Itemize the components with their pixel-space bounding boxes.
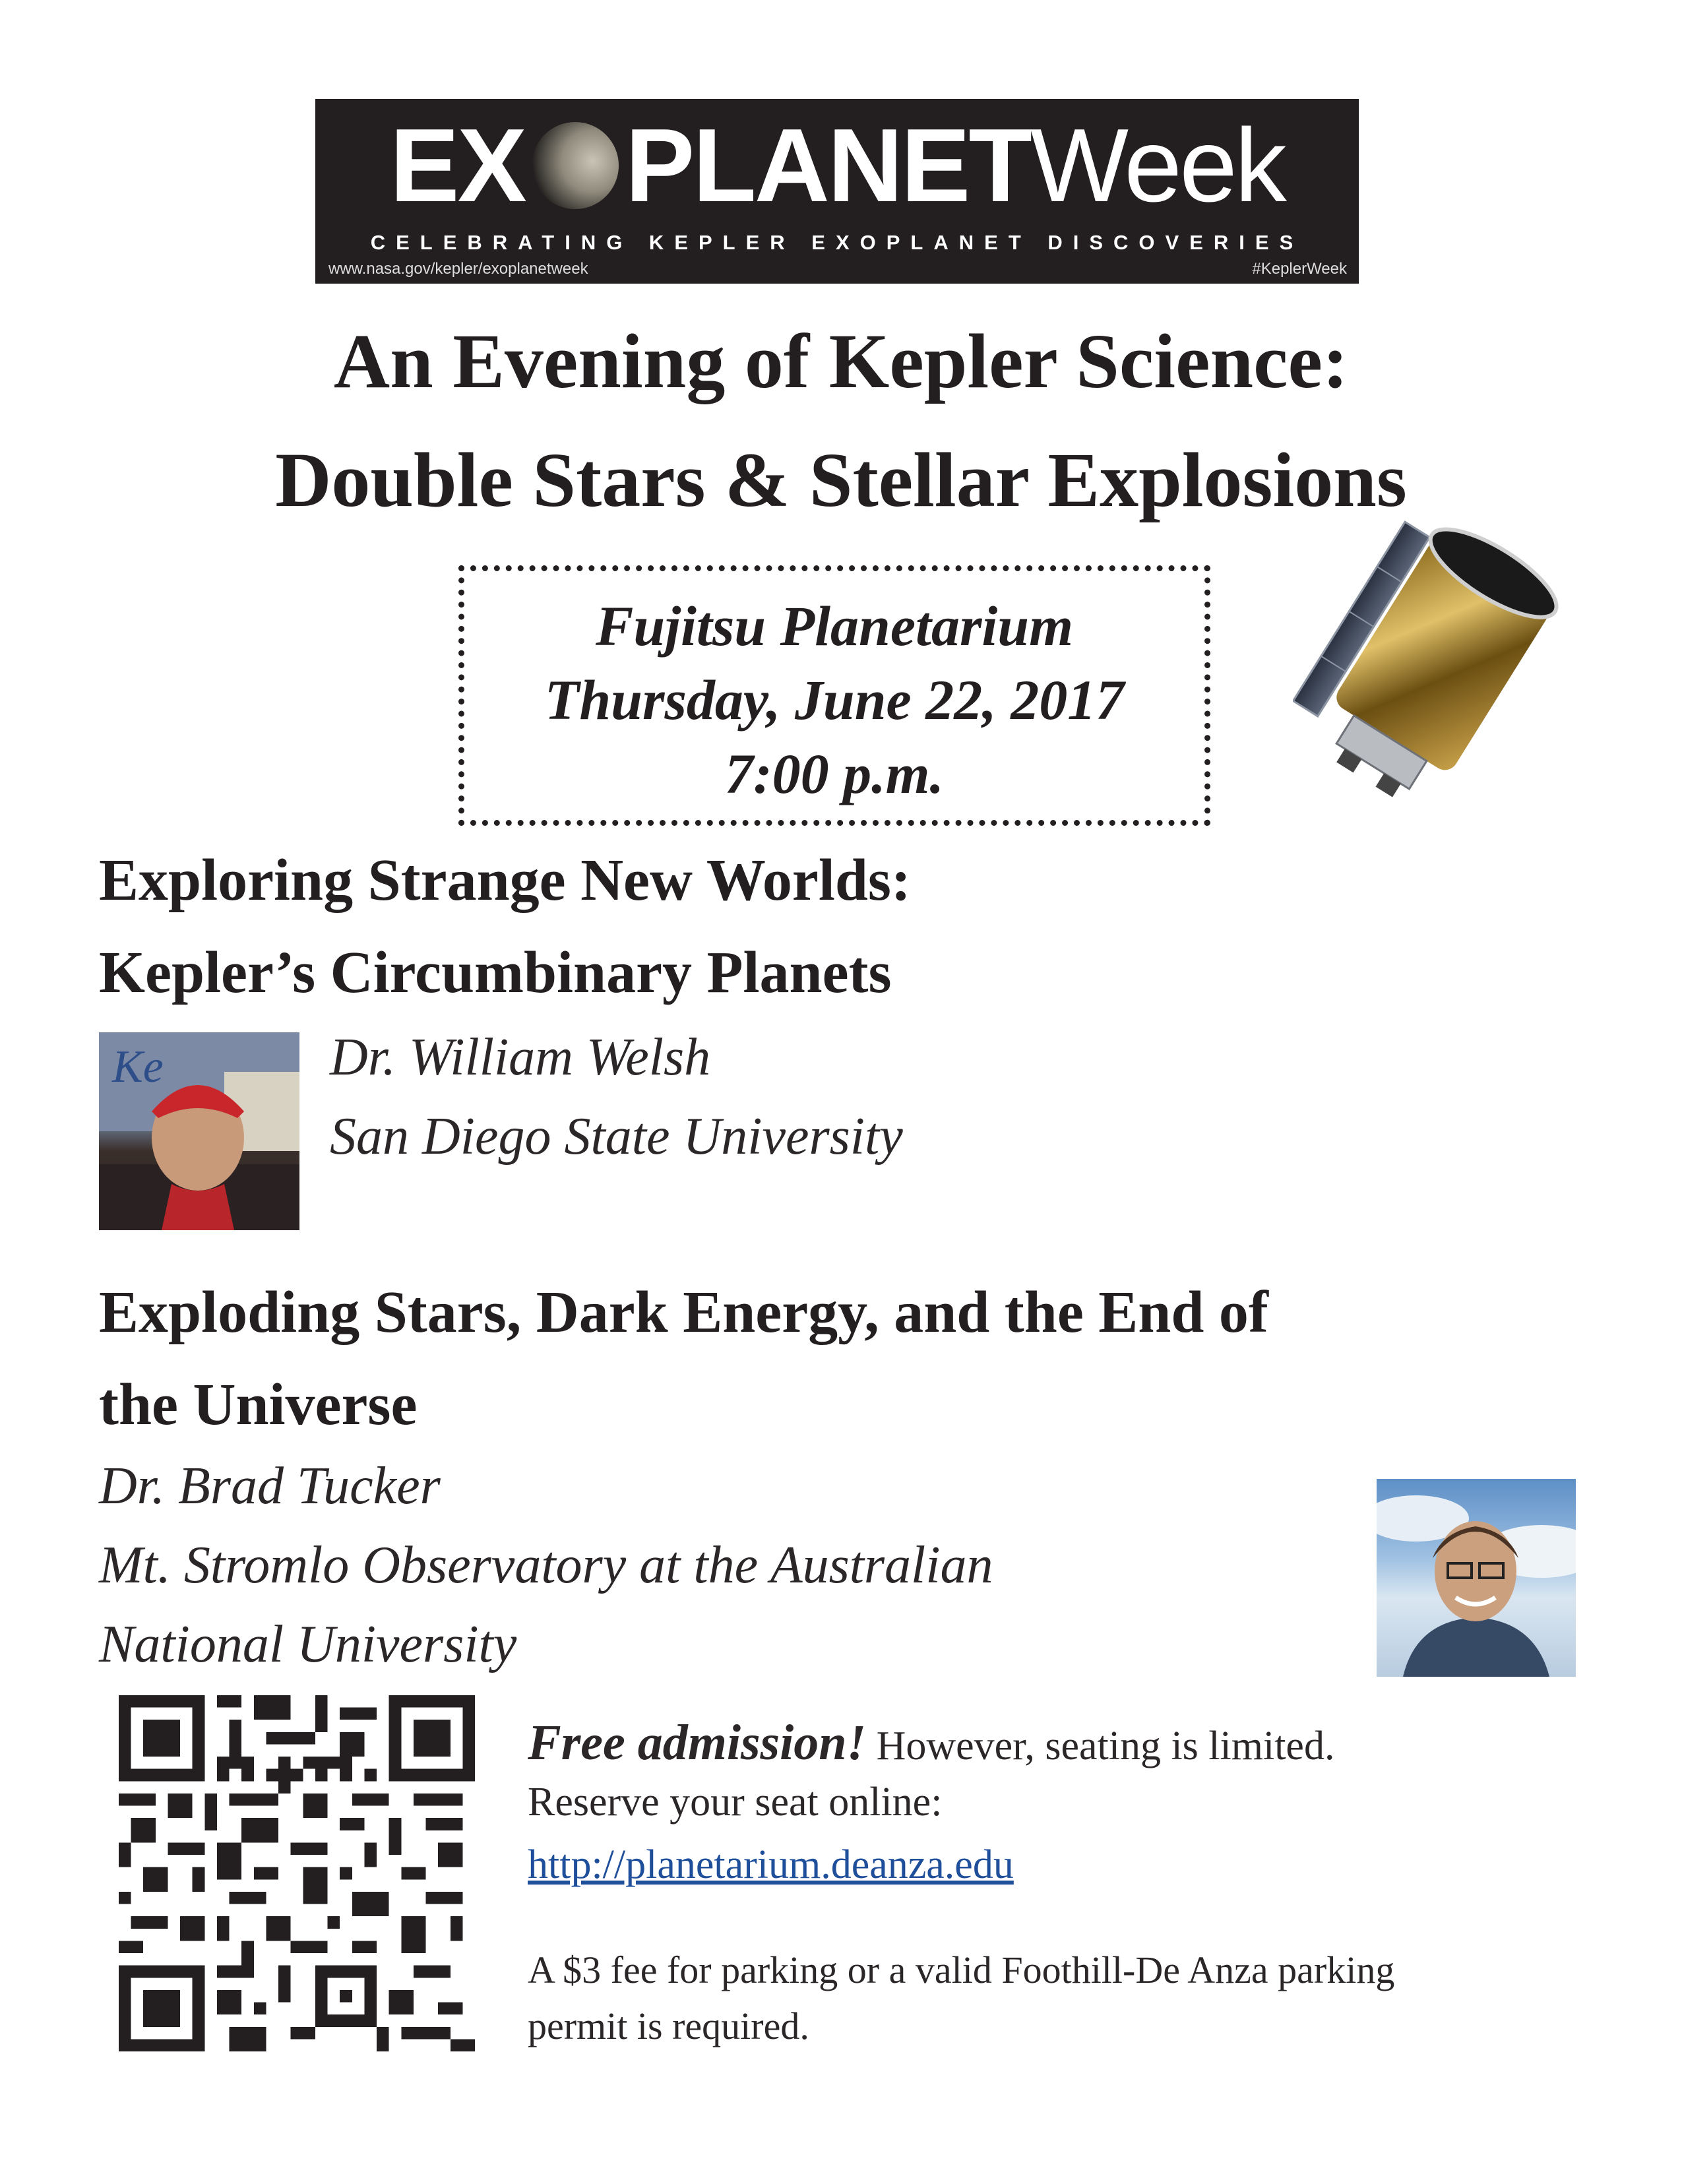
page-title-line1: An Evening of Kepler Science:: [333, 318, 1349, 404]
event-time: 7:00 p.m.: [724, 742, 945, 805]
admission-line1: [528, 1715, 1334, 1774]
kepler-spacecraft-icon: [1293, 515, 1590, 825]
exoplanet-week-banner: [315, 99, 1359, 284]
talk1-title-line2: Kepler’s Circumbinary Planets: [99, 940, 892, 1005]
seating-note: However, seating is limited.: [876, 1724, 1335, 1768]
page-title-line2: Double Stars & Stellar Explosions: [275, 437, 1407, 523]
qr-code-icon[interactable]: [119, 1695, 475, 2051]
talk1-affiliation: San Diego State University: [330, 1108, 903, 1166]
banner-url[interactable]: www.nasa.gov/kepler/exoplanetweek: [328, 260, 588, 278]
event-date: Thursday, June 22, 2017: [544, 668, 1125, 732]
banner-week: Week: [1030, 108, 1284, 224]
banner-tagline: CELEBRATING KEPLER EXOPLANET DISCOVERIES: [370, 231, 1304, 254]
event-venue: Fujitsu Planetarium: [595, 594, 1074, 658]
talk1-title-line1: Exploring Strange New Worlds:: [99, 848, 911, 913]
rsvp-link-line: [528, 1837, 1014, 1892]
talk2-affiliation-line2: National University: [99, 1615, 517, 1673]
banner-planet: PLANET: [625, 108, 1030, 224]
talk2-speaker: Dr. Brad Tucker: [99, 1457, 441, 1515]
parking-note-line1: A $3 fee for parking or a valid Foothill-De Anza parking: [528, 1949, 1395, 1991]
free-admission: Free admission!: [528, 1715, 867, 1770]
speaker-photo-tucker: [1377, 1479, 1576, 1677]
svg-text:Ke: Ke: [112, 1042, 164, 1092]
talk2-title-line1: Exploding Stars, Dark Energy, and the End of: [99, 1280, 1268, 1345]
talk2-title-line2: the Universe: [99, 1372, 418, 1437]
parking-note-line2: permit is required.: [528, 2005, 809, 2047]
talk1-speaker: Dr. William Welsh: [330, 1028, 711, 1086]
reserve-text: Reserve your seat online:: [528, 1780, 943, 1825]
banner-hashtag: #KeplerWeek: [1252, 260, 1347, 278]
banner-ex: EX: [390, 108, 525, 224]
rsvp-link[interactable]: http://planetarium.deanza.edu: [528, 1842, 1014, 1887]
banner-logo: [315, 108, 1359, 224]
planet-icon: [532, 122, 619, 209]
speaker-photo-welsh: [99, 1032, 299, 1230]
event-details-box: [458, 565, 1210, 826]
talk2-affiliation-line1: Mt. Stromlo Observatory at the Australian: [99, 1536, 993, 1594]
